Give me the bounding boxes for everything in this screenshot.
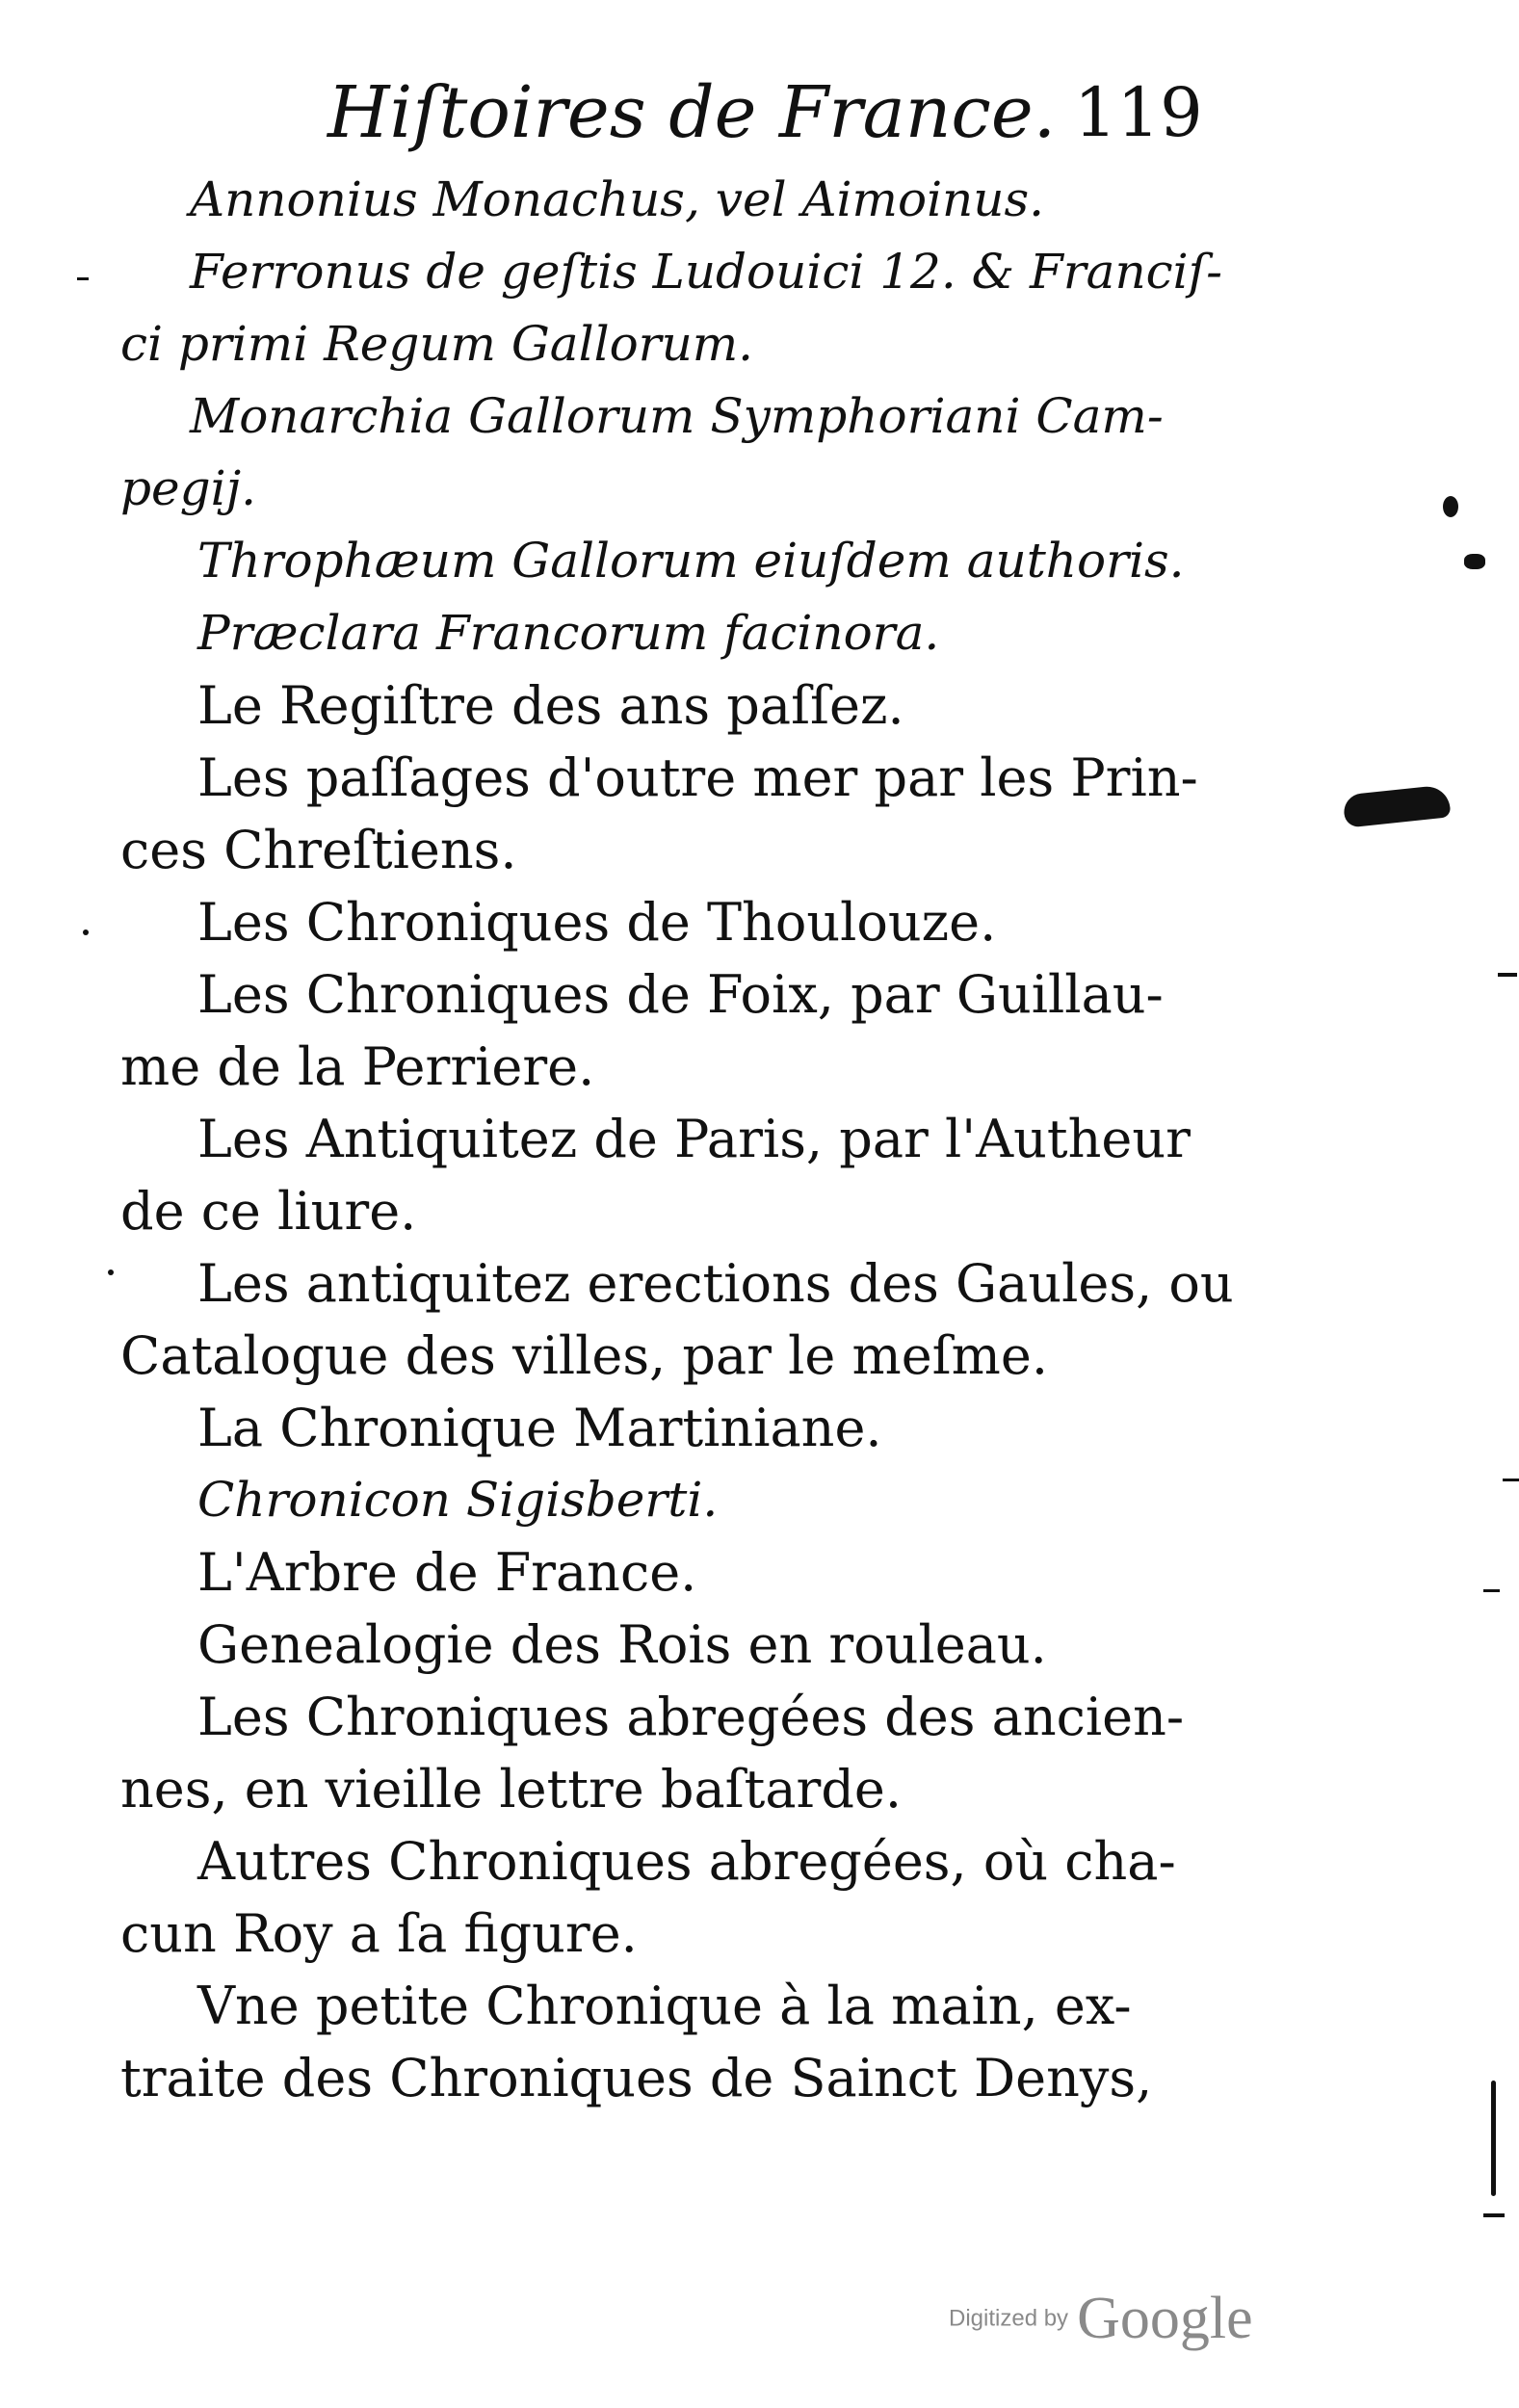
text-line: Chronicon Sigisberti. bbox=[197, 1472, 719, 1528]
text-line: de ce liure. bbox=[120, 1181, 417, 1242]
text-line: Præclara Francorum facinora. bbox=[197, 605, 940, 661]
text-line: Les Chroniques abregées des ancien- bbox=[197, 1687, 1185, 1747]
digitized-footer bbox=[949, 2285, 1253, 2352]
digitized-by-label: Digitized by bbox=[949, 2305, 1069, 2332]
text-line: Les Chroniques de Thoulouze. bbox=[197, 892, 997, 953]
text-line: Les antiquitez erections des Gaules, ou bbox=[197, 1253, 1234, 1314]
text-line: Autres Chroniques abregées, où cha- bbox=[197, 1831, 1176, 1892]
text-line: me de la Perriere. bbox=[120, 1036, 595, 1097]
page-number: 119 bbox=[1074, 73, 1203, 152]
text-line: Les paſſages d'outre mer par les Prin- bbox=[197, 747, 1198, 808]
text-line: Les Chroniques de Foix, par Guillau- bbox=[197, 964, 1164, 1025]
ink-speck bbox=[1483, 1589, 1500, 1592]
text-line: ci primi Regum Gallorum. bbox=[120, 316, 754, 372]
text-line: Monarchia Gallorum Symphoriani Cam- bbox=[190, 388, 1164, 444]
ink-speck bbox=[1491, 2081, 1496, 2196]
ink-speck bbox=[1503, 1479, 1519, 1481]
ink-speck bbox=[77, 277, 89, 280]
running-title: Hiſtoires de France. bbox=[327, 71, 1057, 154]
text-line: L'Arbre de France. bbox=[197, 1542, 697, 1603]
text-line: ces Chreſtiens. bbox=[120, 820, 517, 880]
text-line: Throphæum Gallorum eiuſdem authoris. bbox=[197, 533, 1185, 589]
ink-speck bbox=[108, 1269, 114, 1275]
text-line: Vne petite Chronique à la main, ex- bbox=[197, 1976, 1132, 2036]
text-line: cun Roy a ſa figure. bbox=[120, 1903, 638, 1964]
text-line: traite des Chroniques de Sainct Denys, bbox=[120, 2048, 1153, 2108]
ink-blot bbox=[1343, 784, 1452, 827]
google-logo: Google bbox=[1077, 2286, 1253, 2351]
ink-speck bbox=[1483, 2213, 1505, 2217]
ink-speck bbox=[1443, 496, 1458, 517]
text-line: nes, en vieille lettre baſtarde. bbox=[120, 1759, 903, 1819]
text-line: Ferronus de geſtis Ludouici 12. & Franciſ- bbox=[190, 244, 1223, 300]
text-line: Les Antiquitez de Paris, par l'Autheur bbox=[197, 1109, 1191, 1169]
text-line: La Chronique Martiniane. bbox=[197, 1398, 882, 1458]
text-line: Genealogie des Rois en rouleau. bbox=[197, 1614, 1047, 1675]
page-header bbox=[0, 60, 1519, 166]
ink-speck bbox=[1498, 973, 1517, 977]
text-line: Le Regiſtre des ans paſſez. bbox=[197, 675, 904, 736]
text-line: Annonius Monachus, vel Aimoinus. bbox=[190, 171, 1045, 227]
text-block bbox=[120, 164, 1234, 2114]
text-line: pegij. bbox=[120, 460, 256, 516]
text-line: Catalogue des villes, par le meſme. bbox=[120, 1325, 1048, 1386]
ink-speck bbox=[83, 929, 89, 935]
ink-speck bbox=[1464, 554, 1485, 569]
